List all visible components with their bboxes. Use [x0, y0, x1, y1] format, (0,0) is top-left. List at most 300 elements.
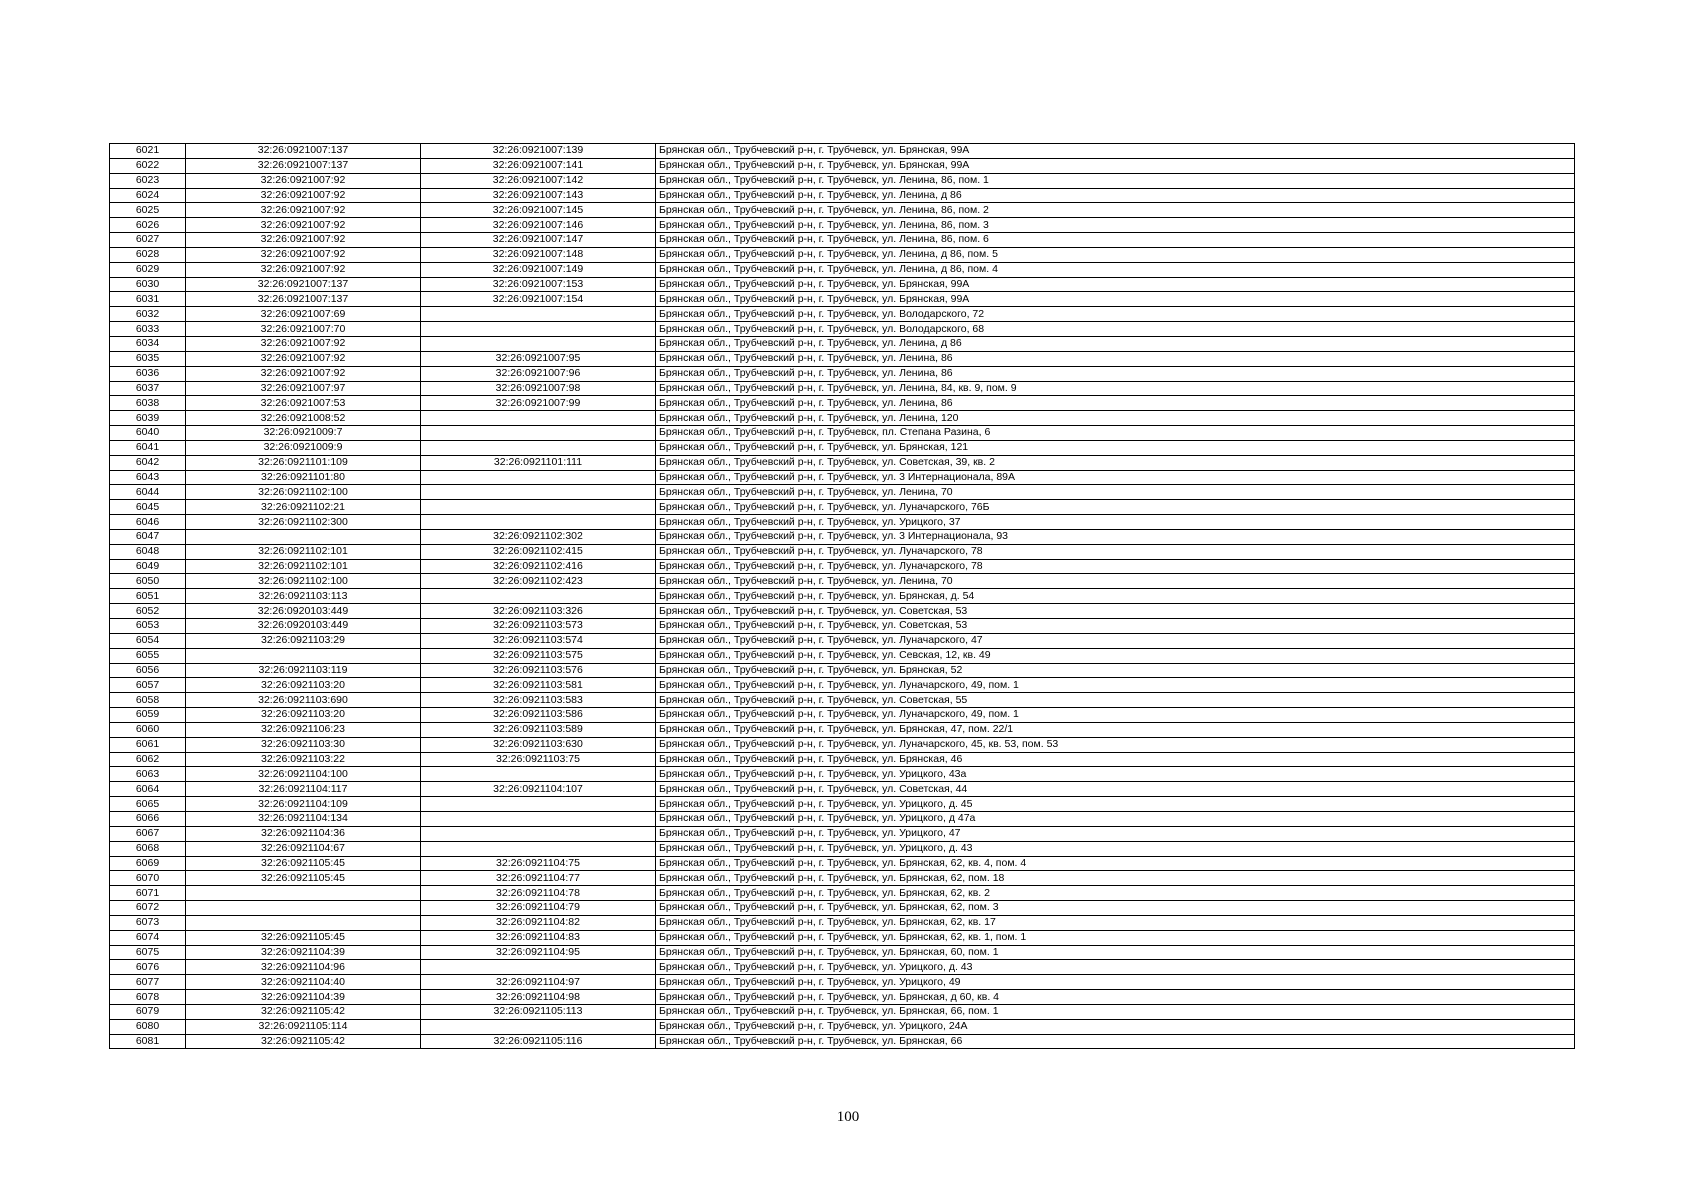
cadastral-number-cell: 32:26:0921103:20 [186, 678, 421, 693]
object-number-cell [421, 336, 656, 351]
table-row [110, 188, 1575, 203]
cadastral-number-cell: 32:26:0921007:137 [186, 277, 421, 292]
address-cell: Брянская обл., Трубчевский р-н, г. Трубчевск, ул. Брянская, 62, пом. 18 [656, 871, 1575, 886]
address-cell: Брянская обл., Трубчевский р-н, г. Трубчевск, ул. Урицкого, 49 [656, 975, 1575, 990]
cadastral-number-cell: 32:26:0921103:690 [186, 693, 421, 708]
address-cell: Брянская обл., Трубчевский р-н, г. Трубчевск, ул. Ленина, д 86 [656, 188, 1575, 203]
address-cell: Брянская обл., Трубчевский р-н, г. Трубчевск, пл. Степана Разина, 6 [656, 426, 1575, 441]
cadastral-number-cell: 32:26:0921104:39 [186, 945, 421, 960]
table-row [110, 336, 1575, 351]
row-number-cell: 6047 [110, 529, 186, 544]
row-number-cell: 6041 [110, 440, 186, 455]
table-row [110, 708, 1575, 723]
address-cell: Брянская обл., Трубчевский р-н, г. Трубчевск, ул. Советская, 53 [656, 604, 1575, 619]
row-number-cell: 6063 [110, 767, 186, 782]
cadastral-number-cell: 32:26:0921007:137 [186, 158, 421, 173]
cadastral-number-cell: 32:26:0921102:100 [186, 574, 421, 589]
address-cell: Брянская обл., Трубчевский р-н, г. Трубчевск, ул. Брянская, 62, пом. 3 [656, 901, 1575, 916]
object-number-cell [421, 307, 656, 322]
object-number-cell: 32:26:0921103:575 [421, 648, 656, 663]
table-row [110, 411, 1575, 426]
table-row [110, 990, 1575, 1005]
table-row [110, 277, 1575, 292]
object-number-cell: 32:26:0921007:146 [421, 218, 656, 233]
table-row [110, 782, 1575, 797]
row-number-cell: 6070 [110, 871, 186, 886]
row-number-cell: 6051 [110, 589, 186, 604]
cadastral-number-cell: 32:26:0921104:109 [186, 797, 421, 812]
object-number-cell: 32:26:0921007:145 [421, 203, 656, 218]
cadastral-number-cell: 32:26:0921007:69 [186, 307, 421, 322]
address-cell: Брянская обл., Трубчевский р-н, г. Трубчевск, ул. Севская, 12, кв. 49 [656, 648, 1575, 663]
table-row [110, 381, 1575, 396]
object-number-cell [421, 589, 656, 604]
row-number-cell: 6039 [110, 411, 186, 426]
object-number-cell [421, 322, 656, 337]
table-row [110, 158, 1575, 173]
address-cell: Брянская обл., Трубчевский р-н, г. Трубчевск, ул. Луначарского, 49, пом. 1 [656, 678, 1575, 693]
table-row [110, 307, 1575, 322]
cadastral-number-cell: 32:26:0921104:40 [186, 975, 421, 990]
cadastral-number-cell: 32:26:0921007:92 [186, 218, 421, 233]
row-number-cell: 6078 [110, 990, 186, 1005]
object-number-cell: 32:26:0921104:83 [421, 930, 656, 945]
row-number-cell: 6021 [110, 144, 186, 159]
row-number-cell: 6053 [110, 619, 186, 634]
address-cell: Брянская обл., Трубчевский р-н, г. Трубчевск, ул. Ленина, 120 [656, 411, 1575, 426]
table-row [110, 500, 1575, 515]
table-row [110, 915, 1575, 930]
address-cell: Брянская обл., Трубчевский р-н, г. Трубчевск, ул. Брянская, д. 54 [656, 589, 1575, 604]
row-number-cell: 6043 [110, 470, 186, 485]
address-cell: Брянская обл., Трубчевский р-н, г. Трубчевск, ул. Советская, 55 [656, 693, 1575, 708]
row-number-cell: 6028 [110, 247, 186, 262]
cadastral-number-cell: 32:26:0921102:101 [186, 544, 421, 559]
object-number-cell: 32:26:0921104:79 [421, 901, 656, 916]
row-number-cell: 6066 [110, 811, 186, 826]
row-number-cell: 6048 [110, 544, 186, 559]
address-cell: Брянская обл., Трубчевский р-н, г. Трубчевск, ул. Брянская, 121 [656, 440, 1575, 455]
object-number-cell: 32:26:0921102:423 [421, 574, 656, 589]
row-number-cell: 6037 [110, 381, 186, 396]
object-number-cell: 32:26:0921102:416 [421, 559, 656, 574]
table-row [110, 752, 1575, 767]
table-row [110, 440, 1575, 455]
address-cell: Брянская обл., Трубчевский р-н, г. Трубчевск, ул. Урицкого, д. 43 [656, 960, 1575, 975]
object-number-cell: 32:26:0921101:111 [421, 455, 656, 470]
address-cell: Брянская обл., Трубчевский р-н, г. Трубчевск, ул. Ленина, 70 [656, 574, 1575, 589]
table-row [110, 544, 1575, 559]
cadastral-number-cell [186, 529, 421, 544]
address-cell: Брянская обл., Трубчевский р-н, г. Трубчевск, ул. 3 Интернационала, 89А [656, 470, 1575, 485]
row-number-cell: 6026 [110, 218, 186, 233]
row-number-cell: 6032 [110, 307, 186, 322]
object-number-cell: 32:26:0921104:82 [421, 915, 656, 930]
address-cell: Брянская обл., Трубчевский р-н, г. Трубчевск, ул. Володарского, 72 [656, 307, 1575, 322]
object-number-cell: 32:26:0921104:95 [421, 945, 656, 960]
cadastral-number-cell: 32:26:0921102:300 [186, 515, 421, 530]
address-cell: Брянская обл., Трубчевский р-н, г. Трубчевск, ул. Ленина, 84, кв. 9, пом. 9 [656, 381, 1575, 396]
row-number-cell: 6055 [110, 648, 186, 663]
object-number-cell: 32:26:0921007:154 [421, 292, 656, 307]
table-row [110, 678, 1575, 693]
object-number-cell [421, 841, 656, 856]
cadastral-number-cell [186, 915, 421, 930]
row-number-cell: 6061 [110, 737, 186, 752]
table-row [110, 351, 1575, 366]
address-cell: Брянская обл., Трубчевский р-н, г. Трубчевск, ул. Советская, 44 [656, 782, 1575, 797]
table-row [110, 841, 1575, 856]
row-number-cell: 6024 [110, 188, 186, 203]
object-number-cell: 32:26:0921007:147 [421, 233, 656, 248]
address-cell: Брянская обл., Трубчевский р-н, г. Трубчевск, ул. Луначарского, 78 [656, 544, 1575, 559]
cadastral-number-cell [186, 648, 421, 663]
page-number: 100 [836, 1109, 860, 1125]
address-cell: Брянская обл., Трубчевский р-н, г. Трубчевск, ул. Луначарского, 49, пом. 1 [656, 708, 1575, 723]
cadastral-number-cell: 32:26:0921007:137 [186, 144, 421, 159]
address-cell: Брянская обл., Трубчевский р-н, г. Трубчевск, ул. 3 Интернационала, 93 [656, 529, 1575, 544]
cadastral-number-cell: 32:26:0921007:92 [186, 188, 421, 203]
cadastral-number-cell: 32:26:0920103:449 [186, 604, 421, 619]
cadastral-number-cell: 32:26:0921103:30 [186, 737, 421, 752]
cadastral-number-cell: 32:26:0921105:114 [186, 1019, 421, 1034]
row-number-cell: 6069 [110, 856, 186, 871]
cadastral-number-cell: 32:26:0921102:100 [186, 485, 421, 500]
object-number-cell: 32:26:0921103:573 [421, 619, 656, 634]
cadastral-number-cell: 32:26:0921104:100 [186, 767, 421, 782]
address-cell: Брянская обл., Трубчевский р-н, г. Трубчевск, ул. Брянская, 62, кв. 1, пом. 1 [656, 930, 1575, 945]
row-number-cell: 6074 [110, 930, 186, 945]
cadastral-number-cell: 32:26:0921104:117 [186, 782, 421, 797]
object-number-cell: 32:26:0921103:326 [421, 604, 656, 619]
cadastral-number-cell: 32:26:0921007:92 [186, 262, 421, 277]
cadastral-number-cell: 32:26:0921105:45 [186, 871, 421, 886]
cadastral-number-cell: 32:26:0921103:113 [186, 589, 421, 604]
row-number-cell: 6060 [110, 722, 186, 737]
cadastral-number-cell: 32:26:0921103:22 [186, 752, 421, 767]
address-cell: Брянская обл., Трубчевский р-н, г. Трубчевск, ул. Брянская, 46 [656, 752, 1575, 767]
table-row [110, 144, 1575, 159]
object-number-cell: 32:26:0921007:95 [421, 351, 656, 366]
row-number-cell: 6031 [110, 292, 186, 307]
object-number-cell: 32:26:0921007:149 [421, 262, 656, 277]
row-number-cell: 6040 [110, 426, 186, 441]
object-number-cell: 32:26:0921103:589 [421, 722, 656, 737]
cadastral-number-cell: 32:26:0921007:92 [186, 366, 421, 381]
address-cell: Брянская обл., Трубчевский р-н, г. Трубчевск, ул. Ленина, 86, пом. 6 [656, 233, 1575, 248]
row-number-cell: 6029 [110, 262, 186, 277]
cadastral-number-cell: 32:26:0921007:92 [186, 233, 421, 248]
object-number-cell [421, 1019, 656, 1034]
cadastral-number-cell: 32:26:0921106:23 [186, 722, 421, 737]
row-number-cell: 6027 [110, 233, 186, 248]
cadastral-number-cell: 32:26:0921104:134 [186, 811, 421, 826]
object-number-cell: 32:26:0921103:586 [421, 708, 656, 723]
address-cell: Брянская обл., Трубчевский р-н, г. Трубчевск, ул. Ленина, 70 [656, 485, 1575, 500]
object-number-cell: 32:26:0921103:75 [421, 752, 656, 767]
address-cell: Брянская обл., Трубчевский р-н, г. Трубчевск, ул. Брянская, 52 [656, 663, 1575, 678]
row-number-cell: 6023 [110, 173, 186, 188]
table-row [110, 797, 1575, 812]
address-cell: Брянская обл., Трубчевский р-н, г. Трубчевск, ул. Ленина, 86, пом. 3 [656, 218, 1575, 233]
object-number-cell: 32:26:0921105:113 [421, 1004, 656, 1019]
object-number-cell [421, 811, 656, 826]
table-row [110, 722, 1575, 737]
row-number-cell: 6064 [110, 782, 186, 797]
table-row [110, 856, 1575, 871]
cadastral-number-cell: 32:26:0921105:45 [186, 930, 421, 945]
row-number-cell: 6035 [110, 351, 186, 366]
table-row [110, 930, 1575, 945]
table-row [110, 262, 1575, 277]
table-row [110, 366, 1575, 381]
address-cell: Брянская обл., Трубчевский р-н, г. Трубчевск, ул. Урицкого, д. 45 [656, 797, 1575, 812]
address-cell: Брянская обл., Трубчевский р-н, г. Трубчевск, ул. Брянская, 60, пом. 1 [656, 945, 1575, 960]
address-cell: Брянская обл., Трубчевский р-н, г. Трубчевск, ул. Ленина, 86 [656, 366, 1575, 381]
cadastral-number-cell: 32:26:0921007:70 [186, 322, 421, 337]
row-number-cell: 6076 [110, 960, 186, 975]
row-number-cell: 6073 [110, 915, 186, 930]
table-row [110, 426, 1575, 441]
object-number-cell: 32:26:0921104:107 [421, 782, 656, 797]
row-number-cell: 6038 [110, 396, 186, 411]
table-row [110, 1004, 1575, 1019]
cadastral-number-cell: 32:26:0921105:45 [186, 856, 421, 871]
cadastral-number-cell: 32:26:0921101:109 [186, 455, 421, 470]
table-row [110, 826, 1575, 841]
object-number-cell: 32:26:0921103:576 [421, 663, 656, 678]
table-row [110, 871, 1575, 886]
address-cell: Брянская обл., Трубчевский р-н, г. Трубчевск, ул. Брянская, 99А [656, 277, 1575, 292]
cadastral-number-cell [186, 886, 421, 901]
table-row [110, 203, 1575, 218]
table-row [110, 559, 1575, 574]
cadastral-number-cell: 32:26:0921103:29 [186, 633, 421, 648]
address-cell: Брянская обл., Трубчевский р-н, г. Трубчевск, ул. Ленина, д 86 [656, 336, 1575, 351]
table-row [110, 455, 1575, 470]
cadastral-number-cell: 32:26:0920103:449 [186, 619, 421, 634]
address-cell: Брянская обл., Трубчевский р-н, г. Трубчевск, ул. Луначарского, 76Б [656, 500, 1575, 515]
cadastral-number-cell: 32:26:0921105:42 [186, 1034, 421, 1049]
object-number-cell: 32:26:0921104:75 [421, 856, 656, 871]
row-number-cell: 6044 [110, 485, 186, 500]
table-row [110, 515, 1575, 530]
address-cell: Брянская обл., Трубчевский р-н, г. Трубчевск, ул. Брянская, 99А [656, 158, 1575, 173]
table-row [110, 247, 1575, 262]
table-row [110, 604, 1575, 619]
object-number-cell [421, 411, 656, 426]
table-row [110, 633, 1575, 648]
object-number-cell: 32:26:0921103:583 [421, 693, 656, 708]
row-number-cell: 6080 [110, 1019, 186, 1034]
object-number-cell [421, 440, 656, 455]
object-number-cell [421, 767, 656, 782]
row-number-cell: 6065 [110, 797, 186, 812]
address-cell: Брянская обл., Трубчевский р-н, г. Трубчевск, ул. Луначарского, 47 [656, 633, 1575, 648]
row-number-cell: 6057 [110, 678, 186, 693]
row-number-cell: 6052 [110, 604, 186, 619]
address-cell: Брянская обл., Трубчевский р-н, г. Трубчевск, ул. Луначарского, 78 [656, 559, 1575, 574]
row-number-cell: 6067 [110, 826, 186, 841]
table-row [110, 901, 1575, 916]
object-number-cell: 32:26:0921103:630 [421, 737, 656, 752]
address-cell: Брянская обл., Трубчевский р-н, г. Трубчевск, ул. Брянская, 99А [656, 144, 1575, 159]
address-cell: Брянская обл., Трубчевский р-н, г. Трубчевск, ул. Ленина, 86 [656, 396, 1575, 411]
table-row [110, 960, 1575, 975]
table-row [110, 975, 1575, 990]
cadastral-number-cell: 32:26:0921102:21 [186, 500, 421, 515]
cadastral-number-cell: 32:26:0921103:119 [186, 663, 421, 678]
row-number-cell: 6059 [110, 708, 186, 723]
address-cell: Брянская обл., Трубчевский р-н, г. Трубчевск, ул. Советская, 53 [656, 619, 1575, 634]
cadastral-number-cell: 32:26:0921007:92 [186, 203, 421, 218]
cadastral-number-cell: 32:26:0921007:92 [186, 173, 421, 188]
object-number-cell: 32:26:0921007:99 [421, 396, 656, 411]
table-row [110, 811, 1575, 826]
parcel-table [109, 143, 1575, 1049]
table-row [110, 663, 1575, 678]
row-number-cell: 6077 [110, 975, 186, 990]
object-number-cell: 32:26:0921007:148 [421, 247, 656, 262]
table-row [110, 485, 1575, 500]
cadastral-number-cell: 32:26:0921101:80 [186, 470, 421, 485]
row-number-cell: 6022 [110, 158, 186, 173]
object-number-cell: 32:26:0921103:581 [421, 678, 656, 693]
cadastral-number-cell: 32:26:0921007:92 [186, 336, 421, 351]
cadastral-number-cell: 32:26:0921009:9 [186, 440, 421, 455]
row-number-cell: 6036 [110, 366, 186, 381]
object-number-cell [421, 485, 656, 500]
table-row [110, 529, 1575, 544]
object-number-cell [421, 797, 656, 812]
object-number-cell: 32:26:0921105:116 [421, 1034, 656, 1049]
address-cell: Брянская обл., Трубчевский р-н, г. Трубчевск, ул. Ленина, 86 [656, 351, 1575, 366]
cadastral-number-cell: 32:26:0921007:92 [186, 351, 421, 366]
row-number-cell: 6034 [110, 336, 186, 351]
table-row [110, 619, 1575, 634]
row-number-cell: 6033 [110, 322, 186, 337]
object-number-cell: 32:26:0921104:98 [421, 990, 656, 1005]
address-cell: Брянская обл., Трубчевский р-н, г. Трубчевск, ул. Брянская, 66 [656, 1034, 1575, 1049]
object-number-cell: 32:26:0921102:415 [421, 544, 656, 559]
table-row [110, 322, 1575, 337]
cadastral-number-cell: 32:26:0921103:20 [186, 708, 421, 723]
address-cell: Брянская обл., Трубчевский р-н, г. Трубчевск, ул. Луначарского, 45, кв. 53, пом. 53 [656, 737, 1575, 752]
table-row [110, 574, 1575, 589]
object-number-cell [421, 960, 656, 975]
table-row [110, 589, 1575, 604]
object-number-cell: 32:26:0921104:78 [421, 886, 656, 901]
row-number-cell: 6058 [110, 693, 186, 708]
object-number-cell [421, 500, 656, 515]
object-number-cell: 32:26:0921007:96 [421, 366, 656, 381]
object-number-cell: 32:26:0921007:98 [421, 381, 656, 396]
cadastral-number-cell: 32:26:0921105:42 [186, 1004, 421, 1019]
object-number-cell [421, 826, 656, 841]
object-number-cell: 32:26:0921103:574 [421, 633, 656, 648]
cadastral-number-cell: 32:26:0921007:137 [186, 292, 421, 307]
object-number-cell [421, 515, 656, 530]
row-number-cell: 6045 [110, 500, 186, 515]
table-row [110, 396, 1575, 411]
table-row [110, 1019, 1575, 1034]
row-number-cell: 6056 [110, 663, 186, 678]
row-number-cell: 6071 [110, 886, 186, 901]
cadastral-number-cell: 32:26:0921104:67 [186, 841, 421, 856]
object-number-cell: 32:26:0921007:139 [421, 144, 656, 159]
row-number-cell: 6079 [110, 1004, 186, 1019]
row-number-cell: 6072 [110, 901, 186, 916]
row-number-cell: 6049 [110, 559, 186, 574]
cadastral-number-cell [186, 901, 421, 916]
table-row [110, 648, 1575, 663]
row-number-cell: 6081 [110, 1034, 186, 1049]
parcel-table-body [110, 144, 1575, 1049]
address-cell: Брянская обл., Трубчевский р-н, г. Трубчевск, ул. Ленина, д 86, пом. 5 [656, 247, 1575, 262]
object-number-cell: 32:26:0921104:97 [421, 975, 656, 990]
cadastral-number-cell: 32:26:0921007:92 [186, 247, 421, 262]
address-cell: Брянская обл., Трубчевский р-н, г. Трубчевск, ул. Ленина, 86, пом. 1 [656, 173, 1575, 188]
address-cell: Брянская обл., Трубчевский р-н, г. Трубчевск, ул. Урицкого, 43а [656, 767, 1575, 782]
object-number-cell [421, 470, 656, 485]
address-cell: Брянская обл., Трубчевский р-н, г. Трубчевск, ул. Советская, 39, кв. 2 [656, 455, 1575, 470]
address-cell: Брянская обл., Трубчевский р-н, г. Трубчевск, ул. Урицкого, 24А [656, 1019, 1575, 1034]
cadastral-number-cell: 32:26:0921102:101 [186, 559, 421, 574]
object-number-cell: 32:26:0921007:142 [421, 173, 656, 188]
object-number-cell: 32:26:0921007:153 [421, 277, 656, 292]
table-row [110, 218, 1575, 233]
address-cell: Брянская обл., Трубчевский р-н, г. Трубчевск, ул. Брянская, 66, пом. 1 [656, 1004, 1575, 1019]
object-number-cell: 32:26:0921007:143 [421, 188, 656, 203]
object-number-cell: 32:26:0921104:77 [421, 871, 656, 886]
cadastral-number-cell: 32:26:0921104:39 [186, 990, 421, 1005]
object-number-cell: 32:26:0921102:302 [421, 529, 656, 544]
cadastral-number-cell: 32:26:0921009:7 [186, 426, 421, 441]
cadastral-number-cell: 32:26:0921104:96 [186, 960, 421, 975]
address-cell: Брянская обл., Трубчевский р-н, г. Трубчевск, ул. Брянская, 99А [656, 292, 1575, 307]
object-number-cell [421, 426, 656, 441]
table-row [110, 470, 1575, 485]
row-number-cell: 6025 [110, 203, 186, 218]
address-cell: Брянская обл., Трубчевский р-н, г. Трубчевск, ул. Урицкого, д. 43 [656, 841, 1575, 856]
address-cell: Брянская обл., Трубчевский р-н, г. Трубчевск, ул. Брянская, 62, кв. 17 [656, 915, 1575, 930]
address-cell: Брянская обл., Трубчевский р-н, г. Трубчевск, ул. Ленина, д 86, пом. 4 [656, 262, 1575, 277]
address-cell: Брянская обл., Трубчевский р-н, г. Трубчевск, ул. Володарского, 68 [656, 322, 1575, 337]
cadastral-number-cell: 32:26:0921104:36 [186, 826, 421, 841]
cadastral-number-cell: 32:26:0921007:53 [186, 396, 421, 411]
table-row [110, 233, 1575, 248]
table-row [110, 737, 1575, 752]
table-row [110, 173, 1575, 188]
table-row [110, 292, 1575, 307]
table-row [110, 886, 1575, 901]
table-row [110, 767, 1575, 782]
cadastral-number-cell: 32:26:0921008:52 [186, 411, 421, 426]
row-number-cell: 6030 [110, 277, 186, 292]
row-number-cell: 6050 [110, 574, 186, 589]
table-row [110, 945, 1575, 960]
table-row [110, 1034, 1575, 1049]
address-cell: Брянская обл., Трубчевский р-н, г. Трубчевск, ул. Ленина, 86, пом. 2 [656, 203, 1575, 218]
cadastral-number-cell: 32:26:0921007:97 [186, 381, 421, 396]
address-cell: Брянская обл., Трубчевский р-н, г. Трубчевск, ул. Брянская, 62, кв. 4, пом. 4 [656, 856, 1575, 871]
address-cell: Брянская обл., Трубчевский р-н, г. Трубчевск, ул. Урицкого, 37 [656, 515, 1575, 530]
row-number-cell: 6054 [110, 633, 186, 648]
address-cell: Брянская обл., Трубчевский р-н, г. Трубчевск, ул. Брянская, д 60, кв. 4 [656, 990, 1575, 1005]
row-number-cell: 6042 [110, 455, 186, 470]
row-number-cell: 6062 [110, 752, 186, 767]
address-cell: Брянская обл., Трубчевский р-н, г. Трубчевск, ул. Урицкого, д 47а [656, 811, 1575, 826]
